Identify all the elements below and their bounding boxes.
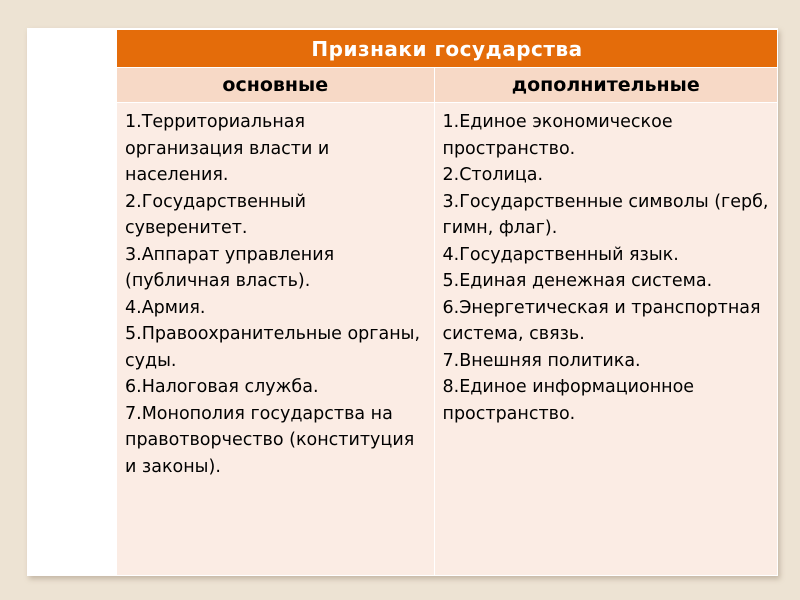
list-item: 1.Единое экономическое пространство. [442, 112, 673, 159]
list-item: 3.Аппарат управления (публичная власть). [125, 244, 335, 291]
state-signs-table [117, 30, 777, 575]
list-item: 2.Столица. [442, 165, 544, 185]
slide-margin [27, 28, 115, 576]
list-item: 3.Государственные символы (герб, гимн, флаг). [442, 191, 769, 238]
additional-signs-cell [434, 103, 777, 576]
list-item: 1.Территориальная организация власти и населения. [125, 112, 330, 185]
column-header-additional: дополнительные [434, 68, 777, 103]
list-item: 6.Налоговая служба. [125, 377, 319, 397]
list-item: 4.Армия. [125, 297, 206, 318]
column-header-basic: основные [117, 68, 434, 103]
list-item: 6.Энергетическая и транспортная система, связь. [442, 297, 761, 344]
basic-signs-cell [117, 103, 434, 576]
table-title: Признаки государства [117, 30, 777, 68]
list-item: 8.Единое информационное пространство. [442, 377, 695, 424]
list-item: 7.Монополия государства на правотворчество (конституция и законы). [125, 403, 415, 477]
list-item: 4.Государственный язык. [442, 244, 679, 265]
list-item: 2.Государственный суверенитет. [125, 191, 306, 238]
list-item: 7.Внешняя политика. [442, 350, 641, 371]
list-item: 5.Единая денежная система. [442, 271, 713, 291]
list-item: 5.Правоохранительные органы, суды. [125, 324, 421, 371]
